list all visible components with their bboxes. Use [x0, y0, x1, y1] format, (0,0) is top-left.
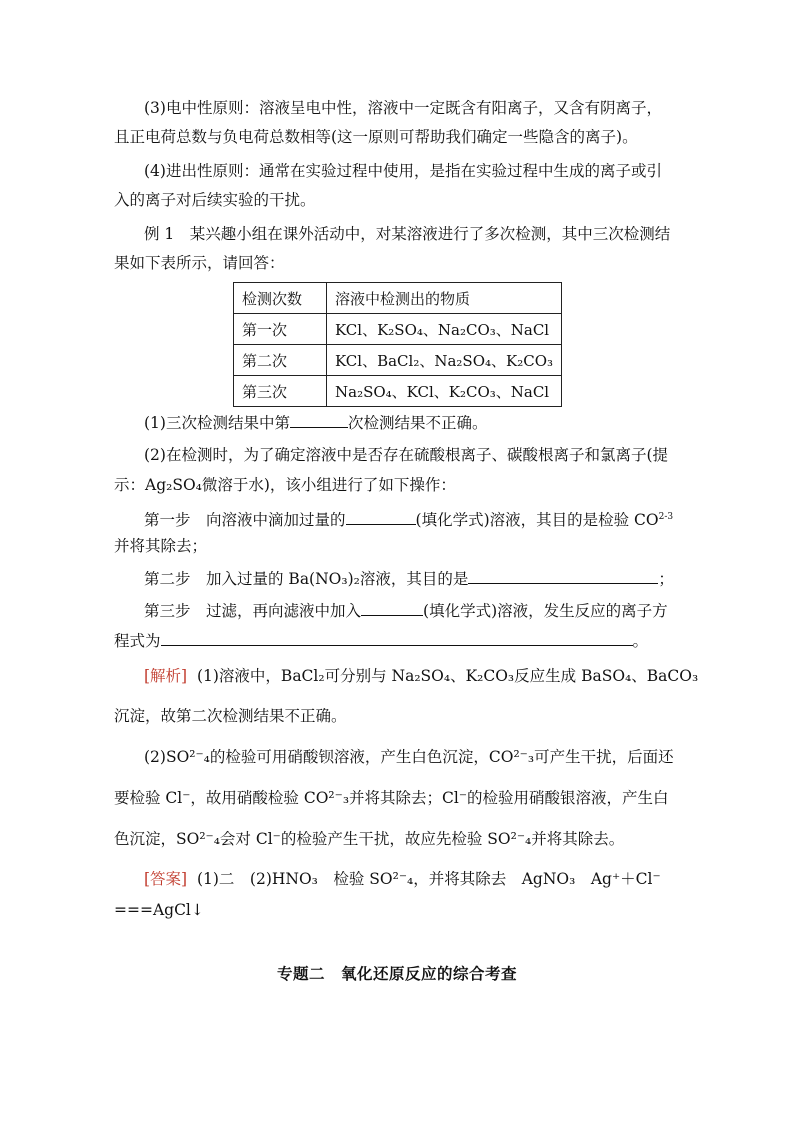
q1-text-after: 次检测结果不正确。: [347, 414, 488, 432]
table-row: [234, 376, 562, 407]
step3-line1: [144, 601, 668, 621]
step3-text-after: (填化学式)溶液，发生反应的离子方: [423, 602, 668, 620]
step3-line2: [114, 631, 648, 651]
step3-text-end: 。: [632, 632, 649, 650]
step2-text-before: 第二步 加入过量的 Ba(NO₃)₂溶液，其目的是: [144, 570, 469, 588]
table-header-cell: 检测次数: [234, 283, 327, 314]
table-cell-substances: KCl、K₂SO₄、Na₂CO₃、NaCl: [327, 314, 562, 345]
table-cell-trial: 第三次: [234, 376, 327, 407]
table-row: [234, 314, 562, 345]
table-header-row: [234, 283, 562, 314]
q1-text-before: (1)三次检测结果中第: [144, 414, 290, 432]
step3-text-before: 第三步 过滤，再向滤液中加入: [144, 602, 362, 620]
results-table: [233, 282, 562, 407]
step2-answer-blank[interactable]: [468, 569, 658, 584]
step1-ion-charge: 2-3: [658, 512, 674, 522]
table-cell-trial: 第一次: [234, 314, 327, 345]
table-cell-substances: Na₂SO₄、KCl、K₂CO₃、NaCl: [327, 376, 562, 407]
rule4-line2: 入的离子对后续实验的干扰。: [114, 191, 316, 209]
analysis-text-1: (1)溶液中，BaCl₂可分别与 Na₂SO₄、K₂CO₃反应生成 BaSO₄、BaCO₃: [196, 667, 699, 685]
answer-line2: ===AgCl↓: [114, 901, 204, 919]
step3-equation-blank[interactable]: [161, 631, 633, 646]
rule3-line1: (3)电中性原则：溶液呈电中性，溶液中一定既含有阳离子，又含有阴离子，: [144, 99, 662, 117]
answer-line1: [144, 869, 661, 889]
table-cell-trial: 第二次: [234, 345, 327, 376]
step1-line2: 并将其除去；: [114, 537, 208, 555]
table-cell-substances: KCl、BaCl₂、Na₂SO₄、K₂CO₃: [327, 345, 562, 376]
step2-text-after: ；: [658, 570, 674, 588]
analysis-line3: (2)SO²⁻₄的检验可用硝酸钡溶液，产生白色沉淀，CO²⁻₃可产生干扰，后面还: [144, 748, 674, 766]
step3-answer-blank[interactable]: [361, 601, 423, 616]
question2-line1: (2)在检测时，为了确定溶液中是否存在硫酸根离子、碳酸根离子和氯离子(提: [144, 446, 669, 464]
step1-text-before: 第一步 向溶液中滴加过量的: [144, 511, 346, 529]
question1: [144, 413, 487, 433]
table-header-cell: 溶液中检测出的物质: [327, 283, 562, 314]
step3-text-line2: 程式为: [114, 632, 161, 650]
table-row: [234, 345, 562, 376]
analysis-line2: 沉淀，故第二次检测结果不正确。: [114, 707, 347, 725]
step1-line1: [144, 507, 673, 530]
step1-answer-blank[interactable]: [346, 510, 416, 525]
analysis-line5: 色沉淀，SO²⁻₄会对 Cl⁻的检验产生干扰，故应先检验 SO²⁻₄并将其除去。: [114, 830, 625, 848]
rule3-line2: 且正电荷总数与负电荷总数相等(这一原则可帮助我们确定一些隐含的离子)。: [114, 128, 638, 146]
step2-line: [144, 569, 674, 589]
q1-answer-blank[interactable]: [290, 413, 348, 428]
analysis-line1: [144, 666, 698, 686]
analysis-line4: 要检验 Cl⁻，故用硝酸检验 CO²⁻₃并将其除去；Cl⁻的检验用硝酸银溶液，产生白: [114, 789, 669, 807]
answer-text-1: (1)二 (2)HNO₃ 检验 SO²⁻₄，并将其除去 AgNO₃ Ag⁺＋Cl⁻: [196, 870, 661, 888]
answer-tag: [答案]: [144, 870, 188, 888]
section-heading: 专题二 氧化还原反应的综合考查: [276, 964, 517, 983]
rule4-line1: (4)进出性原则：通常在实验过程中使用，是指在实验过程中生成的离子或引: [144, 162, 662, 180]
example-line2: 果如下表所示，请回答：: [114, 254, 285, 272]
step1-text-after: (填化学式)溶液，其目的是检验 CO: [415, 511, 659, 529]
example-line1: 例 1 某兴趣小组在课外活动中，对某溶液进行了多次检测，其中三次检测结: [144, 225, 671, 243]
question2-line2: 示：Ag₂SO₄微溶于水)，该小组进行了如下操作：: [114, 476, 456, 494]
analysis-tag: [解析]: [144, 667, 188, 685]
